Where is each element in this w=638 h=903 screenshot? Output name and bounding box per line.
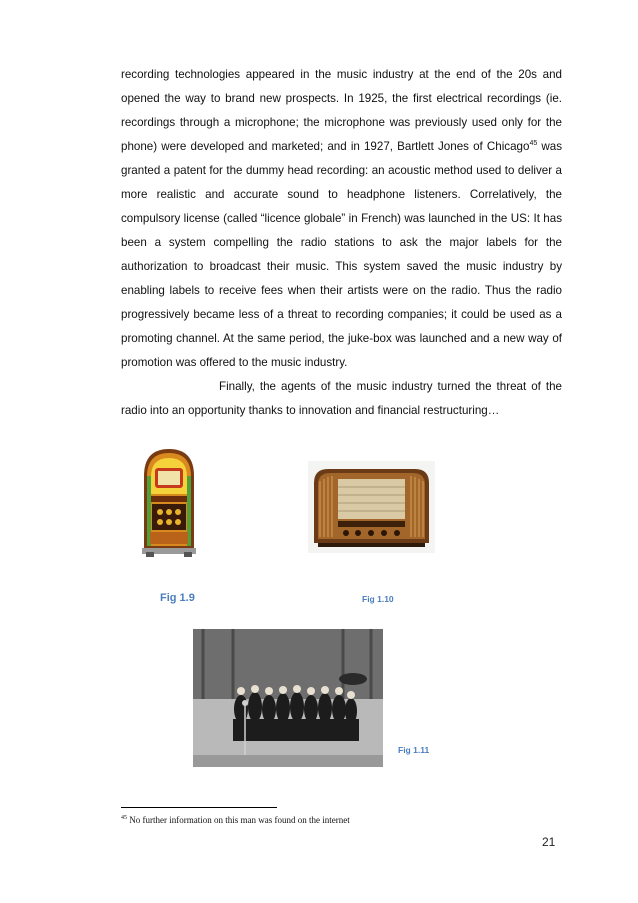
page-number: 21 <box>542 835 556 849</box>
figure-caption-1-10: Fig 1.10 <box>362 594 394 604</box>
jukebox-image <box>138 446 200 558</box>
footnote-number: 45 <box>121 815 127 821</box>
radio-image <box>308 461 435 553</box>
footnote-reference: 45 <box>529 140 538 147</box>
paragraph-1-text: recording technologies appeared in the music industry at the end of the 20s and opened the way to brand new prospects. In 1925, the first electrical recordings (ie. recordings through a microphone; the microphone was previously used only for the phone) were developed and marketed; and in 1927, Bartlett Jones of Chicago <box>121 68 562 153</box>
body-text <box>121 63 562 423</box>
footnote-text: No further information on this man was found on the internet <box>127 815 350 825</box>
paragraph-1-continuation: was granted a patent for the dummy head recording: an acoustic method used to deliver a more realistic and accurate sound to headphone listeners. Correlatively, the compulsory license (called “licence globale” in French) was launched in the US: It has been a system compelling the radio stations to ask the major labels for the authorization to broadcast their music. This system saved the music industry by enabling labels to receive fees when their artists were on the radio. Thus the radio progressively became less of a threat to recording companies; it could be used as a promoting channel. At the same period, the juke-box was launched and a new way of promotion was offered to the music industry. <box>121 140 562 369</box>
band-photograph <box>193 629 383 767</box>
footnote-divider <box>121 807 277 808</box>
paragraph-1 <box>121 63 562 375</box>
figure-caption-1-9: Fig 1.9 <box>160 592 195 604</box>
footnote <box>121 815 350 825</box>
paragraph-2: Finally, the agents of the music industry turned the threat of the radio into an opportunity thanks to innovation and financial restructuring… <box>121 380 562 417</box>
figure-caption-1-11: Fig 1.11 <box>398 745 430 755</box>
